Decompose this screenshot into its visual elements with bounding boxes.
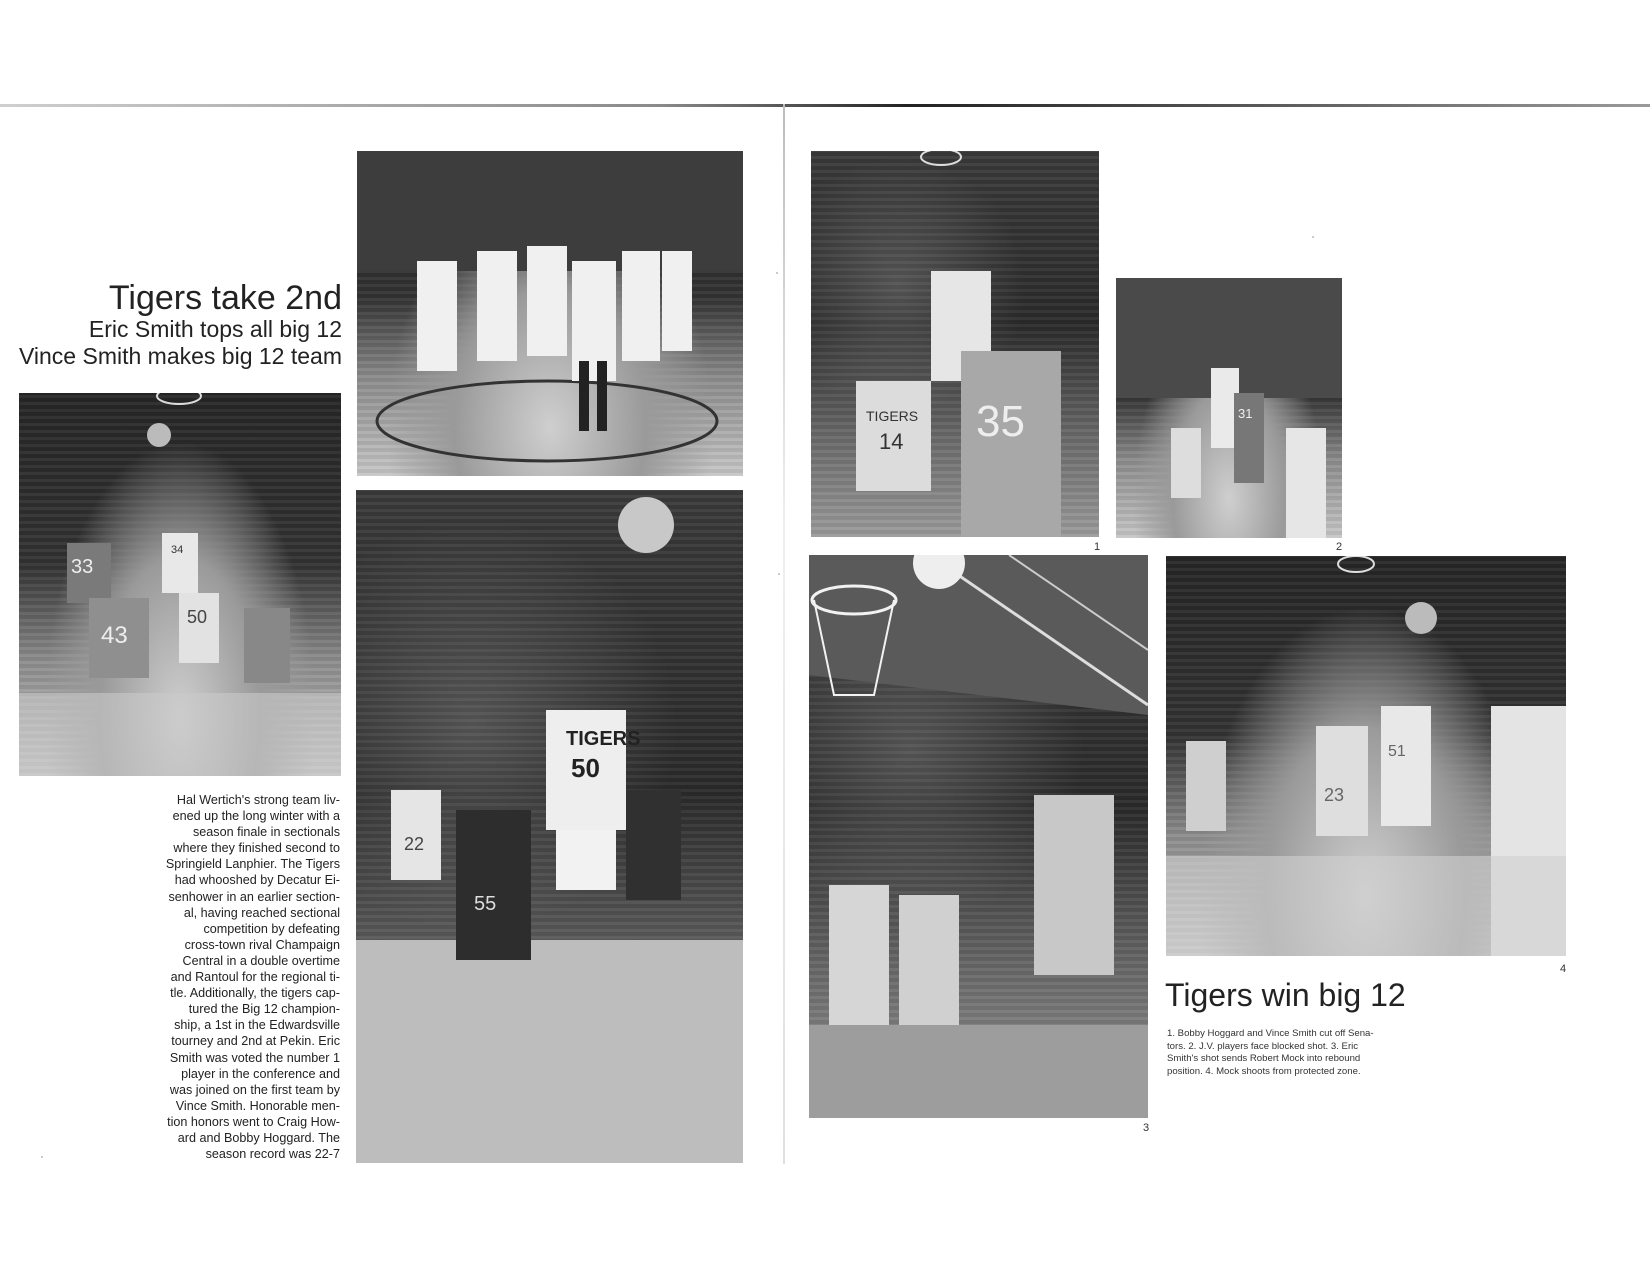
figure-number-4: 4: [1560, 963, 1567, 975]
svg-text:23: 23: [1324, 785, 1345, 805]
svg-text:31: 31: [1238, 406, 1253, 421]
body-line: ship, a 1st in the Edwardsville: [174, 1018, 340, 1033]
svg-text:43: 43: [101, 622, 128, 649]
page-title: Tigers take 2nd: [108, 280, 342, 317]
body-line: ard and Bobby Hoggard. The: [177, 1130, 340, 1145]
caption-line: tors. 2. J.V. players face blocked shot. 3. Eric: [1167, 1040, 1359, 1052]
photo-2-art: [1116, 278, 1342, 538]
body-line: had whooshed by Decatur Ei-: [174, 873, 340, 888]
subhead-2: Vince Smith makes big 12 team: [18, 343, 342, 369]
caption-line: position. 4. Mock shoots from protected zone.: [1167, 1065, 1361, 1077]
figure-number-1: 1: [1094, 541, 1101, 553]
svg-text:50: 50: [187, 607, 208, 627]
body-line: tured the Big 12 champion-: [188, 1002, 340, 1017]
body-line: tle. Additionally, the tigers cap-: [170, 986, 340, 1001]
body-copy: [130, 792, 340, 1162]
photo-layup: [356, 490, 743, 1163]
right-page-title: Tigers win big 12: [1165, 977, 1406, 1013]
svg-text:34: 34: [171, 544, 184, 556]
body-line: where they finished second to: [173, 841, 340, 856]
svg-text:33: 33: [71, 556, 94, 578]
left-headline-block: [0, 280, 342, 370]
body-line: season record was 22-7: [205, 1147, 340, 1162]
page-speck: [776, 272, 778, 274]
page-speck: [1312, 236, 1314, 238]
body-line: competition by defeating: [203, 921, 340, 936]
body-line: Smith was voted the number 1: [169, 1050, 340, 1065]
figure-number-2: 2: [1336, 541, 1343, 553]
photo-layup-art: [356, 490, 743, 1163]
body-line: and Rantoul for the regional ti-: [170, 970, 340, 985]
body-line: ened up the long winter with a: [172, 809, 340, 824]
body-line: Vince Smith. Honorable men-: [175, 1098, 340, 1113]
page-speck: [778, 573, 780, 575]
photo-caption: [1167, 1028, 1407, 1078]
svg-text:50: 50: [571, 753, 600, 783]
body-line: tourney and 2nd at Pekin. Eric: [171, 1034, 340, 1049]
body-line: player in the conference and: [181, 1066, 340, 1081]
photo-jump-shot: [19, 393, 341, 776]
body-line: Springield Lanphier. The Tigers: [165, 857, 340, 872]
svg-text:TIGERS: TIGERS: [566, 728, 641, 750]
caption-line: Smith's shot sends Robert Mock into rebound: [1167, 1053, 1361, 1065]
body-line: Hal Wertich's strong team liv-: [176, 793, 340, 807]
svg-text:22: 22: [404, 834, 425, 854]
svg-text:35: 35: [976, 397, 1025, 446]
figure-number-3: 3: [1143, 1122, 1150, 1134]
photo-cheerleaders: [357, 151, 743, 476]
body-line: season finale in sectionals: [192, 825, 340, 840]
book-spine: [783, 104, 785, 1164]
subhead-1: Eric Smith tops all big 12: [88, 316, 342, 342]
photo-1: [811, 151, 1099, 537]
svg-text:TIGERS: TIGERS: [866, 408, 919, 424]
page-top-edge: [0, 104, 1650, 107]
photo-1-art: [811, 151, 1099, 537]
svg-text:55: 55: [474, 893, 497, 915]
body-line: was joined on the first team by: [169, 1082, 340, 1097]
body-line: Central in a double overtime: [182, 953, 340, 968]
photo-4-art: [1166, 556, 1566, 956]
svg-text:14: 14: [879, 429, 904, 454]
svg-text:51: 51: [1388, 743, 1406, 760]
page-speck: [41, 1156, 43, 1158]
body-line: tion honors went to Craig How-: [167, 1114, 340, 1129]
photo-jump-shot-art: [19, 393, 341, 776]
body-line: senhower in an earlier section-: [168, 889, 340, 904]
photo-3: [809, 555, 1148, 1118]
body-line: cross-town rival Champaign: [184, 937, 340, 952]
photo-cheerleaders-art: [357, 151, 743, 476]
photo-3-art: [809, 555, 1148, 1118]
body-line: al, having reached sectional: [183, 905, 340, 920]
photo-2: [1116, 278, 1342, 538]
photo-4: [1166, 556, 1566, 956]
caption-line: 1. Bobby Hoggard and Vince Smith cut off Sena-: [1167, 1028, 1374, 1039]
